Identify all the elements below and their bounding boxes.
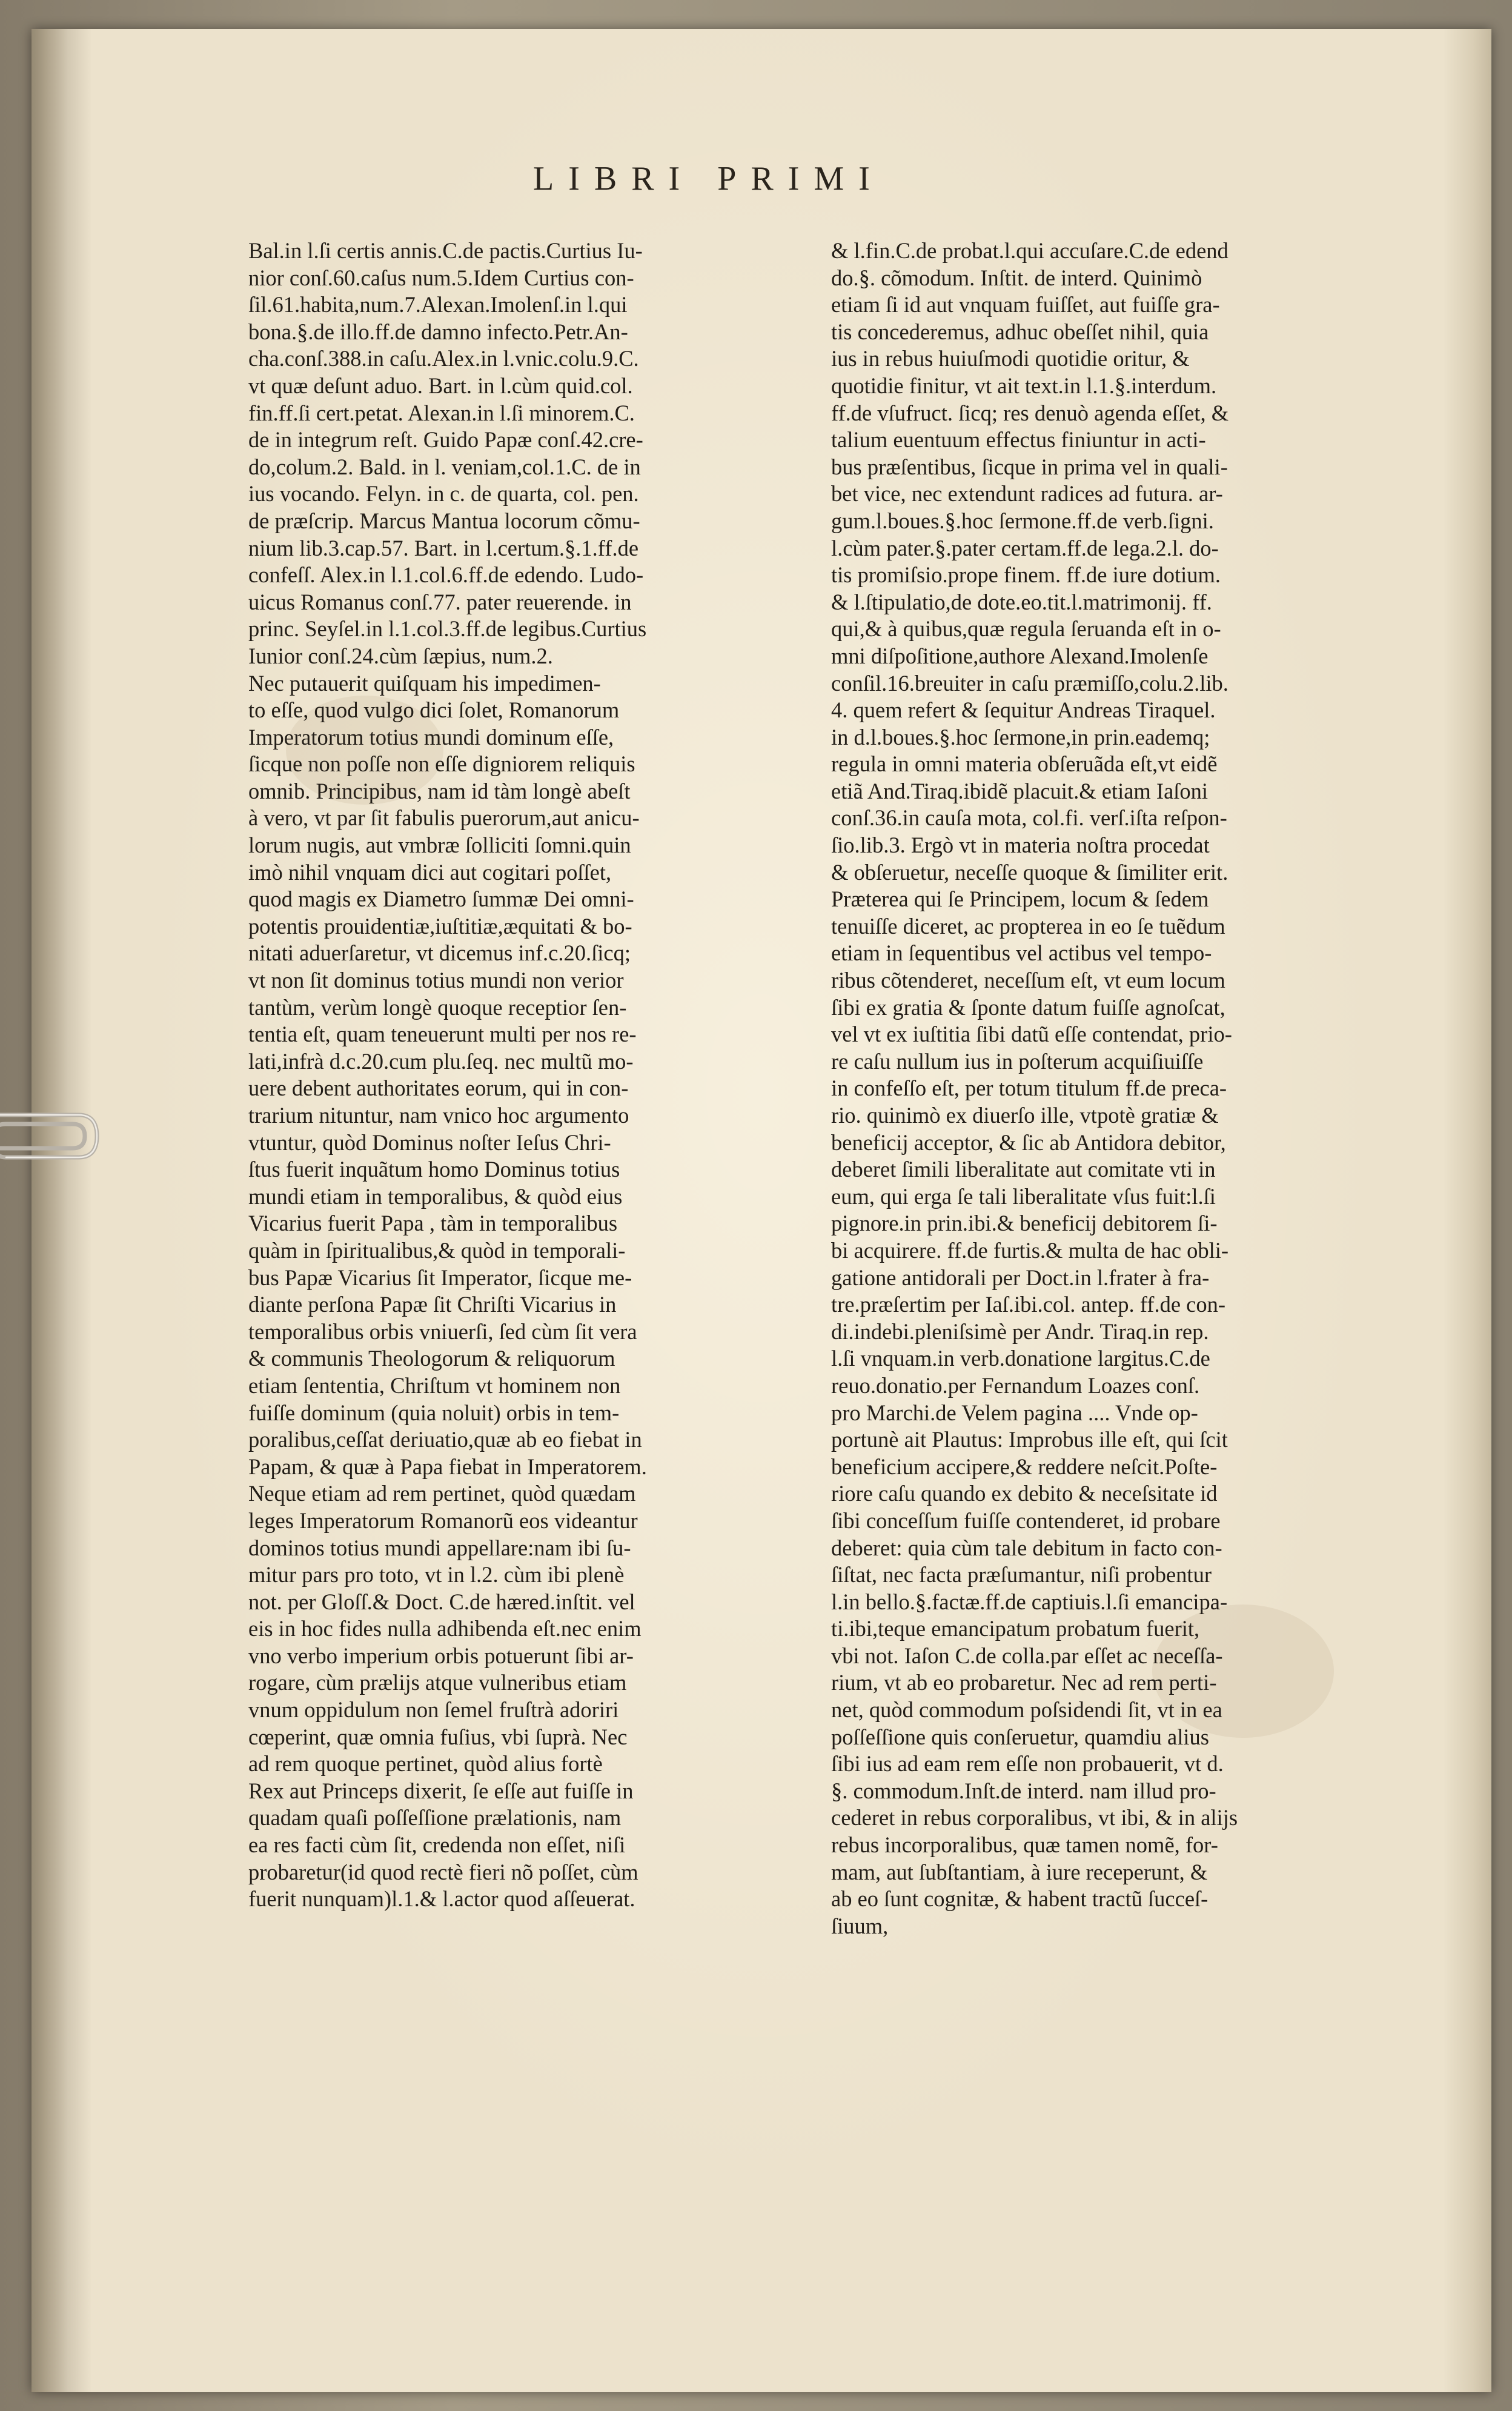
text-line: do.§. cõmodum. Inſtit. de interd. Quinimò — [831, 265, 1202, 290]
text-line: deberet: quia cùm tale debitum in facto con- — [831, 1535, 1222, 1560]
text-line: qui,& à quibus,quæ regula ſeruanda eſt in o- — [831, 616, 1221, 642]
text-line: re caſu nullum ius in poſterum acquiſiuiſſe — [831, 1048, 1204, 1074]
text-line: trarium nituntur, nam vnico hoc argumento — [248, 1103, 629, 1128]
text-line: lati,infrà d.c.20.cum plu.ſeq. nec multũ mo- — [248, 1048, 634, 1074]
text-line: 4. quem refert & ſequitur Andreas Tiraquel. — [831, 697, 1216, 723]
text-line: bona.§.de illo.ff.de damno infecto.Petr.An- — [248, 319, 628, 344]
text-line: nium lib.3.cap.57. Bart. in l.certum.§.1.ff.de — [248, 535, 639, 560]
text-line: fuiſſe dominum (quia noluit) orbis in tem- — [248, 1400, 620, 1425]
text-line: riore caſu quando ex debito & neceſsitate id — [831, 1481, 1218, 1506]
text-line: etiam ſi id aut vnquam fuiſſet, aut fuiſſe gra- — [831, 292, 1220, 318]
text-line: fin.ff.ſi cert.petat. Alexan.in l.ſi minorem.C. — [248, 400, 635, 425]
text-line: l.cùm pater.§.pater certam.ff.de lega.2.l. do- — [831, 535, 1219, 560]
text-line: tantùm, verùm longè quoque receptior ſen- — [248, 994, 627, 1020]
text-line: ff.de vſufruct. ſicq; res denuò agenda eſſet, & — [831, 400, 1229, 425]
text-line: vnum oppidulum non ſemel fruſtrà adoriri — [248, 1697, 619, 1723]
text-line: ti.ibi,teque emancipatum probatum fuerit, — [831, 1616, 1200, 1641]
text-line: potentis prouidentiæ,iuſtitiæ,æquitati & bo- — [248, 913, 632, 939]
text-line: ribus cõtenderet, neceſſum eſt, vt eum locum — [831, 968, 1225, 993]
text-line: in confeſſo eſt, per totum titulum ff.de preca- — [831, 1076, 1227, 1101]
text-line: etiam in ſequentibus vel actibus vel tempo- — [831, 940, 1212, 966]
text-line: ad rem quoque pertinet, quòd alius fortè — [248, 1751, 603, 1777]
text-line: ius in rebus huiuſmodi quotidie oritur, & — [831, 346, 1190, 371]
text-line: net, quòd commodum poſsidendi ſit, vt in ea — [831, 1697, 1222, 1723]
text-line: Neque etiam ad rem pertinet, quòd quædam — [248, 1481, 636, 1506]
left-text-column — [248, 238, 806, 1913]
text-line: Iunior conſ.24.cùm ſæpius, num.2. — [248, 643, 553, 668]
text-line: de præſcrip. Marcus Mantua locorum cõmu- — [248, 508, 640, 533]
text-line: di.indebi.pleniſsimè per Andr. Tiraq.in rep. — [831, 1319, 1209, 1344]
text-line: vbi not. Iaſon C.de colla.par eſſet ac neceſſa- — [831, 1643, 1223, 1668]
text-line: temporalibus orbis vniuerſi, ſed cùm ſit vera — [248, 1319, 637, 1344]
text-line: ab eo ſunt cognitæ, & habent tractũ ſucceſ- — [831, 1886, 1209, 1912]
text-line: tis promiſsio.prope finem. ff.de iure dotium. — [831, 562, 1221, 588]
text-line: ſibi ius ad eam rem eſſe non probauerit, vt d. — [831, 1751, 1224, 1777]
text-line: Papam, & quæ à Papa fiebat in Imperatorem. — [248, 1454, 647, 1479]
text-line: cederet in rebus corporalibus, vt ibi, & in alijs — [831, 1805, 1238, 1831]
running-title: LIBRI PRIMI — [533, 160, 884, 198]
text-line: cha.conſ.388.in caſu.Alex.in l.vnic.colu.9.C. — [248, 346, 639, 371]
text-line: probaretur(id quod rectè fieri nõ poſſet, cùm — [248, 1859, 638, 1884]
text-line: vno verbo imperium orbis potuerunt ſibi ar- — [248, 1643, 634, 1668]
text-line: mam, aut ſubſtantiam, à iure receperunt, & — [831, 1859, 1208, 1884]
text-line: nior conſ.60.caſus num.5.Idem Curtius con- — [248, 265, 634, 290]
text-line: cœperint, quæ omnia fuſius, vbi ſuprà. Nec — [248, 1724, 628, 1749]
text-line: Nec putauerit quiſquam his impedimen- — [248, 670, 601, 696]
text-line: mitur pars pro toto, vt in l.2. cùm ibi plenè — [248, 1562, 625, 1588]
text-line: rium, vt ab eo probaretur. Nec ad rem perti- — [831, 1670, 1217, 1695]
text-line: vtuntur, quòd Dominus noſter Ieſus Chri- — [248, 1129, 611, 1155]
text-line: beneficium accipere,& reddere neſcit.Poſte- — [831, 1454, 1218, 1479]
text-line: conſ.36.in cauſa mota, col.fi. verſ.iſta reſpon- — [831, 805, 1227, 831]
text-line: vt quæ deſunt aduo. Bart. in l.cùm quid.col. — [248, 373, 633, 398]
page-gutter-shadow — [31, 29, 92, 2392]
text-line: à vero, vt par ſit fabulis puerorum,aut anicu- — [248, 805, 640, 831]
text-line: bus præſentibus, ſicque in prima vel in quali- — [831, 454, 1228, 479]
text-line: deberet ſimili liberalitate aut comitate vti in — [831, 1157, 1216, 1182]
text-line: poralibus,ceſſat deriuatio,quæ ab eo fiebat in — [248, 1427, 642, 1452]
text-line: nitati aduerſaretur, vt dicemus inf.c.20.ſicq; — [248, 940, 631, 966]
text-line: etiã And.Tiraq.ibidẽ placuit.& etiam Iaſoni — [831, 778, 1209, 803]
text-line: to eſſe, quod vulgo dici ſolet, Romanorum — [248, 697, 620, 723]
text-line: mni diſpoſitione,authore Alexand.Imolenſe — [831, 643, 1209, 668]
text-line: lorum nugis, aut vmbræ ſolliciti ſomni.quin — [248, 833, 631, 858]
text-line: mundi etiam in temporalibus, & quòd eius — [248, 1183, 623, 1209]
text-line: bet vice, nec extendunt radices ad futura. ar- — [831, 481, 1223, 507]
text-line: beneficij acceptor, & ſic ab Antidora debitor, — [831, 1129, 1226, 1155]
text-line: pro Marchi.de Velem pagina .... Vnde op- — [831, 1400, 1198, 1425]
text-line: gum.l.boues.§.hoc ſermone.ff.de verb.ſigni. — [831, 508, 1214, 533]
text-line: quadam quaſi poſſeſſione prælationis, nam — [248, 1805, 622, 1831]
text-line: & communis Theologorum & reliquorum — [248, 1346, 615, 1371]
text-line: ſiuum, — [831, 1913, 889, 1938]
text-line: ius vocando. Felyn. in c. de quarta, col. pen. — [248, 481, 639, 507]
text-line: reuo.donatio.per Fernandum Loazes conſ. — [831, 1372, 1200, 1398]
text-line: & obſeruetur, neceſſe quoque & ſimiliter erit. — [831, 859, 1228, 885]
text-line: eis in hoc fides nulla adhibenda eſt.nec enim — [248, 1616, 642, 1641]
text-line: uere debent authoritates eorum, qui in con- — [248, 1076, 629, 1101]
text-line: tis concederemus, adhuc obeſſet nihil, quia — [831, 319, 1209, 344]
text-line: & l.ſtipulatio,de dote.eo.tit.l.matrimonij. ff. — [831, 589, 1212, 614]
text-line: tentia eſt, quam teneuerunt multi per nos re- — [248, 1022, 637, 1047]
text-line: regula in omni materia obſeruãda eſt,vt eidẽ — [831, 751, 1218, 777]
text-line: de in integrum reſt. Guido Papæ conſ.42.cre- — [248, 427, 643, 453]
text-line: uicus Romanus conſ.77. pater reuerende. in — [248, 589, 632, 614]
text-line: eum, qui erga ſe tali liberalitate vſus fuit:l.ſi — [831, 1183, 1216, 1209]
text-line: & l.fin.C.de probat.l.qui accuſare.C.de edend — [831, 238, 1228, 263]
text-line: rebus incorporalibus, quæ tamen nomẽ, for- — [831, 1832, 1218, 1858]
text-line: princ. Seyſel.in l.1.col.3.ff.de legibus.Curtius — [248, 616, 647, 642]
text-line: Rex aut Princeps dixerit, ſe eſſe aut fuiſſe in — [248, 1778, 634, 1803]
text-line: Bal.in l.ſi certis annis.C.de pactis.Curtius Iu- — [248, 238, 643, 263]
text-line: in d.l.boues.§.hoc ſermone,in prin.eademq; — [831, 724, 1210, 750]
text-line: portunè ait Plautus: Improbus ille eſt, qui ſcit — [831, 1427, 1228, 1452]
text-line: Vicarius fuerit Papa , tàm in temporalibus — [248, 1211, 618, 1236]
text-line: confeſſ. Alex.in l.1.col.6.ff.de edendo. Ludo- — [248, 562, 644, 588]
text-line: Imperatorum totius mundi dominum eſſe, — [248, 724, 614, 750]
text-line: ſibi conceſſum fuiſſe contenderet, id probare — [831, 1508, 1221, 1533]
right-text-column — [831, 238, 1388, 1940]
text-line: bi acquirere. ff.de furtis.& multa de hac obli- — [831, 1237, 1229, 1263]
text-line: poſſeſſione quis conſeruetur, quamdiu alius — [831, 1724, 1209, 1749]
text-line: etiam ſententia, Chriſtum vt hominem non — [248, 1372, 621, 1398]
text-line: l.in bello.§.factæ.ff.de captiuis.l.ſi emancipa- — [831, 1589, 1228, 1614]
text-line: vel vt ex iuſtitia ſibi datũ eſſe contendat, prio- — [831, 1022, 1232, 1047]
text-line: fuerit nunquam)l.1.& l.actor quod aſſeuerat. — [248, 1886, 635, 1912]
text-line: dominos totius mundi appellare:nam ibi ſu- — [248, 1535, 631, 1560]
text-line: ſibi ex gratia & ſponte datum fuiſſe agnoſcat, — [831, 994, 1225, 1020]
text-line: quod magis ex Diametro ſummæ Dei omni- — [248, 886, 634, 912]
text-line: quotidie finitur, vt ait text.in l.1.§.interdum. — [831, 373, 1217, 398]
text-line: leges Imperatorum Romanorũ eos videantur — [248, 1508, 638, 1533]
paper-clip-icon — [0, 1091, 103, 1182]
text-line: gatione antidorali per Doct.in l.frater à fra- — [831, 1265, 1210, 1290]
text-line: omnib. Principibus, nam id tàm longè abeſt — [248, 778, 631, 803]
text-line: bus Papæ Vicarius ſit Imperator, ſicque me- — [248, 1265, 632, 1290]
text-line: not. per Gloſſ.& Doct. C.de hæred.inſtit. vel — [248, 1589, 635, 1614]
text-line: Præterea qui ſe Principem, locum & ſedem — [831, 886, 1209, 912]
text-line: talium euentuum effectus finiuntur in acti- — [831, 427, 1206, 453]
text-line: imò nihil vnquam dici aut cogitari poſſet, — [248, 859, 612, 885]
text-line: pignore.in prin.ibi.& beneficij debitorem ſi- — [831, 1211, 1218, 1236]
text-line: ea res facti cùm ſit, credenda non eſſet, niſi — [248, 1832, 626, 1858]
text-line: conſil.16.breuiter in caſu præmiſſo,colu.2.lib. — [831, 670, 1228, 696]
text-line: §. commodum.Inſt.de interd. nam illud pro- — [831, 1778, 1216, 1803]
text-line: tenuiſſe diceret, ac propterea in eo ſe tuẽdum — [831, 913, 1225, 939]
text-line: rogare, cùm prælijs atque vulneribus etiam — [248, 1670, 627, 1695]
text-line: tre.præſertim per Iaſ.ibi.col. antep. ff.de con- — [831, 1292, 1226, 1317]
text-line: do,colum.2. Bald. in l. veniam,col.1.C. de in — [248, 454, 641, 479]
text-line: vt non ſit dominus totius mundi non verior — [248, 968, 624, 993]
text-line: l.ſi vnquam.in verb.donatione largitus.C.de — [831, 1346, 1210, 1371]
text-line: ſio.lib.3. Ergò vt in materia noſtra procedat — [831, 833, 1210, 858]
text-line: rio. quinimò ex diuerſo ille, vtpotè gratiæ & — [831, 1103, 1219, 1128]
text-line: ſiſtat, nec facta præſumantur, niſi probentur — [831, 1562, 1212, 1588]
text-line: diante perſona Papæ ſit Chriſti Vicarius in — [248, 1292, 617, 1317]
text-line: quàm in ſpiritualibus,& quòd in temporali- — [248, 1237, 626, 1263]
text-line: ſicque non poſſe non eſſe digniorem reliquis — [248, 751, 635, 777]
text-line: ſtus fuerit inquãtum homo Dominus totius — [248, 1157, 620, 1182]
text-line: ſil.61.habita,num.7.Alexan.Imolenſ.in l.qui — [248, 292, 628, 318]
